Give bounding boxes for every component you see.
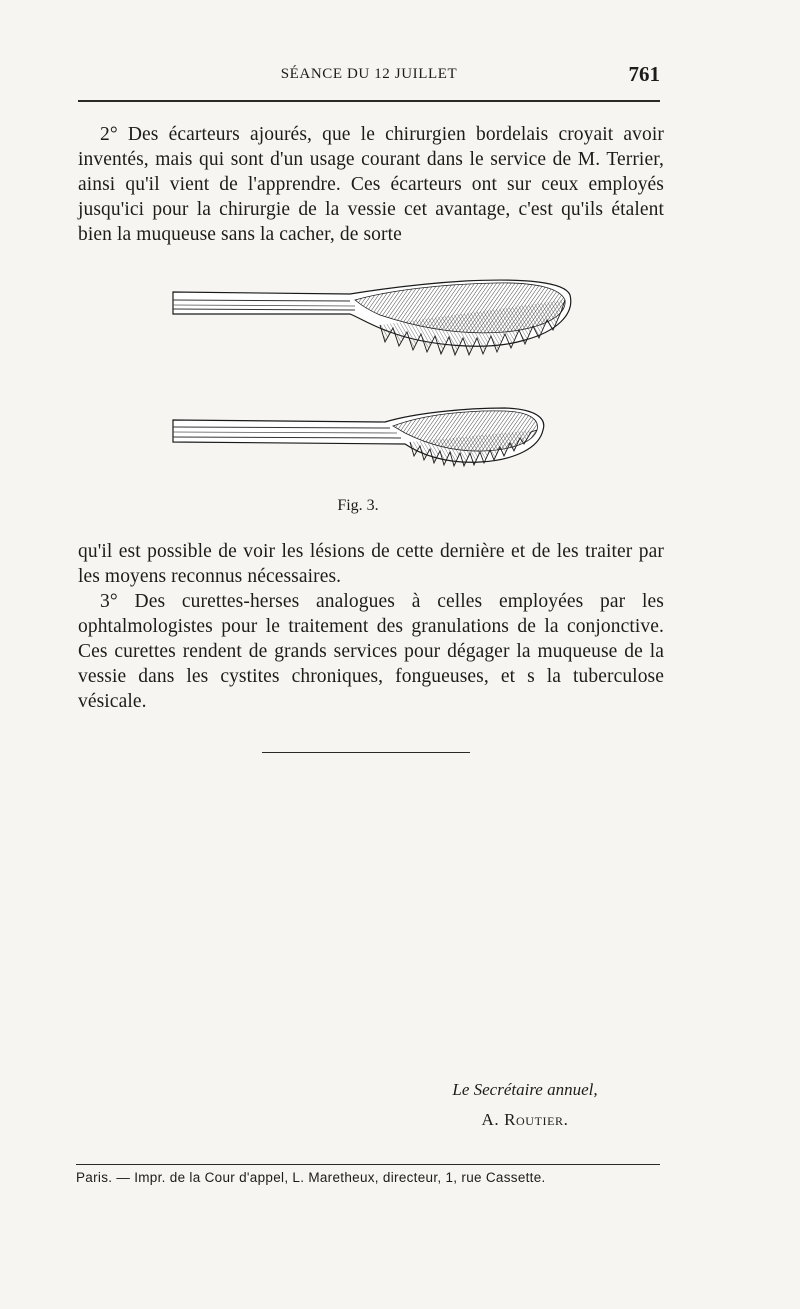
surgical-curettes-illustration: [165, 270, 585, 500]
text-block-lower: [78, 539, 664, 714]
paragraph-continuation: qu'il est possible de voir les lésions de cette dernière et de les traiter par les moyens reconnus nécessaires.: [78, 541, 664, 587]
header-rule: [78, 100, 660, 102]
page-number: 761: [628, 62, 660, 86]
footer-rule: [76, 1164, 660, 1165]
upper-curette: [173, 280, 571, 355]
printer-imprint: Paris. — Impr. de la Cour d'appel, L. Maretheux, directeur, 1, rue Cassette.: [76, 1170, 546, 1185]
signature-name: A. Routier.: [481, 1110, 569, 1129]
figure-caption: Fig. 3.: [337, 497, 379, 514]
section-divider: [262, 752, 470, 753]
text-block-upper: [78, 122, 664, 247]
running-title: SÉANCE DU 12 JUILLET: [280, 66, 458, 82]
signature-role: Le Secrétaire annuel,: [452, 1080, 598, 1099]
lower-curette: [173, 408, 544, 466]
paragraph-ecarteurs: 2° Des écarteurs ajourés, que le chirurgien bordelais croyait avoir inventés, mais qui sont d'un usage courant dans le service de M. Terrier, ainsi qu'il vient de l'apprendre. Ces écarteurs ont sur ceux employés jusqu'ici pour la chirurgie de la vessie cet avantage, c'est qu'ils étalent bien la muqueuse sans la cacher, de sorte: [78, 124, 664, 245]
signature-block: [390, 1080, 660, 1130]
paragraph-curettes: 3° Des curettes-herses analogues à celles employées par les ophtalmologistes pour le traitement des granulations de la conjonctive. Ces curettes rendent de grands services pour dégager la muqueuse de la vessie dans les cystites chroniques, fongueuses, et s la tuberculose vésicale.: [78, 591, 664, 712]
running-header: [78, 62, 660, 92]
